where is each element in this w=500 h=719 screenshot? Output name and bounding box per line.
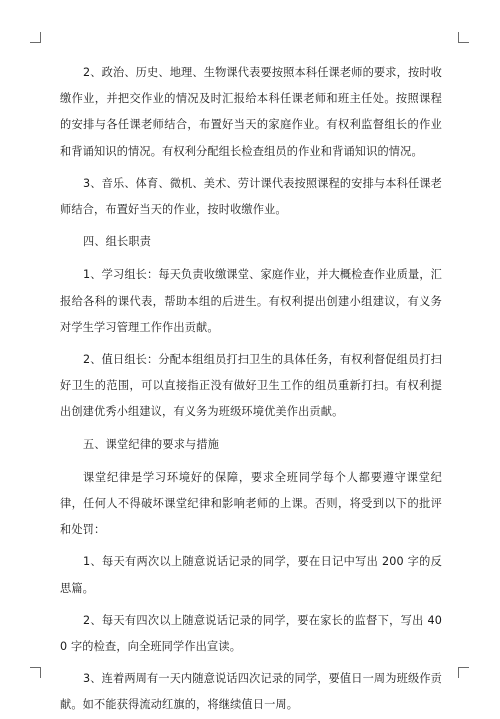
paragraph-discipline-intro: 课堂纪律是学习环境好的保障，要求全班同学每个人都要遵守课堂纪律，任何人不得破坏课堂纪律和影响老师的上课。否则，将受到以下的批评和处罚： [60,470,442,537]
paragraph-rule-2: 2、每天有四次以上随意说话记录的同学，要在家长的监督下，写出 400 字的检查，向全班同学作出宣读。 [60,613,442,654]
crop-mark-bottom-left [30,667,41,678]
section-heading-discipline: 五、课堂纪律的要求与措施 [83,437,220,451]
paragraph-arts-reps-duties: 3、音乐、体育、微机、美术、劳计课代表按照课程的安排与本科任课老师结合，布置好当天的作业，按时收缴作业。 [60,176,442,217]
paragraph-class-reps-duties: 2、政治、历史、地理、生物课代表要按照本科任课老师的要求，按时收缴作业，并把交作业的情况及时汇报给本科任课老师和班主任处。按照课程的安排与各任课老师结合，布置好当天的家庭作业。有权利监督组长的作业和背诵知识的情况。有权利分配组长检查组员的作业和背诵知识的情况。 [60,66,442,158]
crop-mark-top-left [30,32,41,43]
crop-mark-top-right [458,32,469,43]
paragraph-rule-3: 3、连着两周有一天内随意说话四次记录的同学，要值日一周为班级作贡献。如不能获得流动红旗的，将继续值日一周。 [60,672,442,712]
paragraph-study-leader: 1、学习组长：每天负责收缴课堂、家庭作业，并大概检查作业质量，汇报给各科的课代表，帮助本组的后进生。有权利提出创建小组建议，有义务对学生学习管理工作作出贡献。 [60,268,442,334]
paragraph-rule-1: 1、每天有两次以上随意说话记录的同学，要在日记中写出 200 字的反思篇。 [60,555,442,595]
document-body [60,60,442,719]
section-heading-group-leader: 四、组长职责 [83,235,152,249]
crop-mark-bottom-right [458,667,469,678]
paragraph-duty-leader: 2、值日组长：分配本组组员打扫卫生的具体任务，有权利督促组员打扫好卫生的范围，可以直接指正没有做好卫生工作的组员重新打扫。有权利提出创建优秀小组建议，有义务为班级环境优美作出贡献。 [60,353,442,419]
